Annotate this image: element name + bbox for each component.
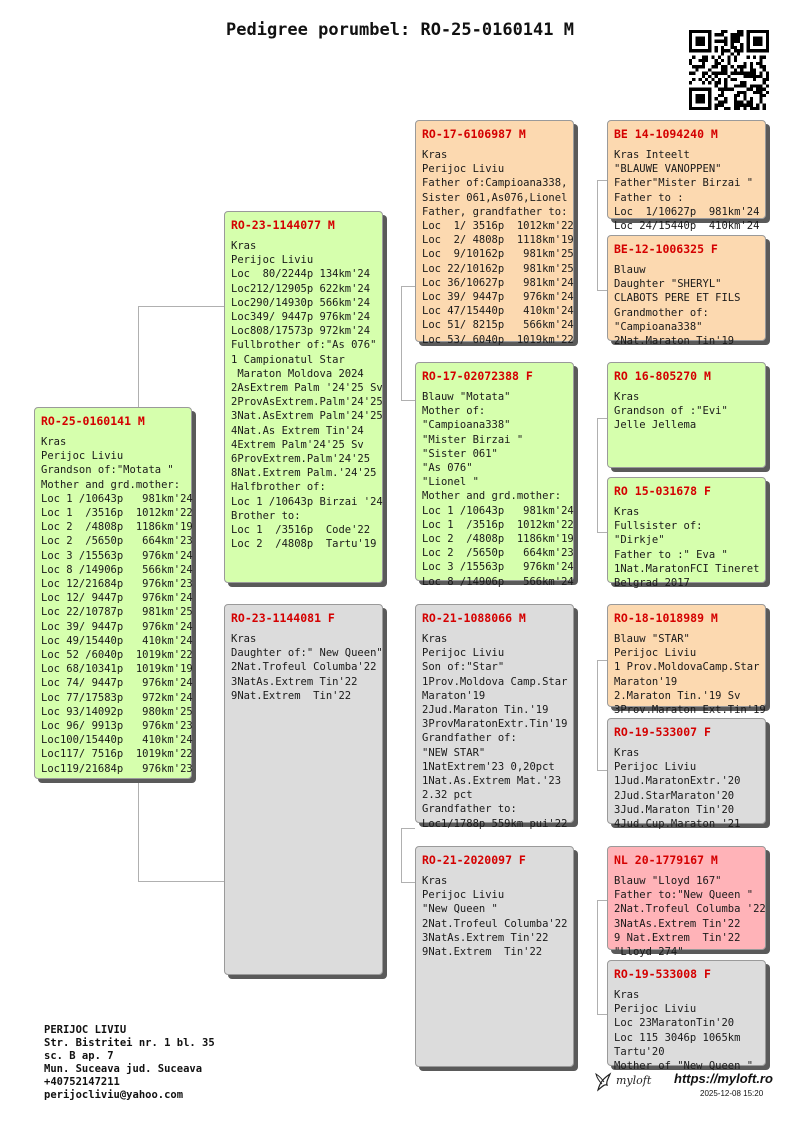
ring-number: RO-23-1144077 M bbox=[231, 218, 335, 232]
connector-subject-dam bbox=[138, 881, 224, 882]
pigeon-info-line: Loc 36/10627p 981km'24 bbox=[422, 276, 574, 289]
pigeon-info-line: Loc 115 3046p 1065km bbox=[614, 1031, 741, 1044]
pigeon-card-ssd[interactable] bbox=[607, 235, 766, 348]
pigeon-info-line: Loc 2 /5650p 664km'23 bbox=[422, 547, 574, 560]
pigeon-card-dss[interactable] bbox=[607, 604, 766, 717]
pigeon-description bbox=[614, 632, 766, 717]
pigeon-info-line: Father of:Campioana338, bbox=[422, 177, 568, 190]
pigeon-info-line: Kras bbox=[231, 240, 257, 252]
pigeon-info-line: Kras bbox=[41, 436, 67, 448]
connector-dam-v bbox=[401, 828, 402, 882]
pigeon-info-line: 2Nat.Maraton Tin'19 bbox=[614, 335, 735, 348]
pigeon-info-line: Loc 74/ 9447p 976km'24 bbox=[41, 677, 193, 690]
owner-phone: +40752147211 bbox=[44, 1076, 120, 1088]
pigeon-info-line: Fullsister of: bbox=[614, 520, 703, 533]
pigeon-info-line: Tartu'20 bbox=[614, 1045, 665, 1058]
pigeon-info-line: 1NatExtrem'23 0,20pct bbox=[422, 760, 555, 773]
pigeon-info-line: Daughter "SHERYL" bbox=[614, 278, 722, 291]
pigeon-card-dds[interactable] bbox=[607, 846, 766, 959]
pigeon-info-line: "Campioana338" bbox=[422, 419, 511, 432]
pigeon-info-line: Halfbrother of: bbox=[231, 481, 326, 494]
pigeon-card-ss[interactable] bbox=[415, 120, 574, 346]
pigeon-logo-icon bbox=[594, 1070, 614, 1094]
pigeon-info-line: Father"Mister Birzai " bbox=[614, 177, 754, 190]
pigeon-info-line: Blauw "STAR" bbox=[614, 633, 690, 645]
pigeon-info-line: 2.Maraton Tin.'19 Sv bbox=[614, 689, 741, 702]
pigeon-info-line: Loc 1/10627p 981km'24 bbox=[614, 205, 760, 218]
pigeon-info-line: Perijoc Liviu bbox=[422, 889, 505, 902]
pigeon-description bbox=[422, 632, 568, 831]
pigeon-description bbox=[422, 390, 574, 589]
pigeon-info-line: Loc 2 /4808p 1186km'19 bbox=[41, 521, 193, 534]
pigeon-info-line: Loc 49/15440p 410km'24 bbox=[41, 634, 193, 647]
pigeon-info-line: 2Jud.StarMaraton'20 bbox=[614, 789, 735, 802]
brand-logo-text: myloft bbox=[616, 1074, 652, 1087]
pigeon-info-line: Loc 24/15440p 410km'24 bbox=[614, 220, 760, 233]
pigeon-info-line: 2AsExtrem Palm '24'25 Sv bbox=[231, 382, 383, 395]
connector-subject-sire bbox=[138, 306, 224, 307]
pigeon-info-line: Kras bbox=[614, 989, 640, 1001]
pigeon-info-line: 6ProvExtrem.Palm'24'25 bbox=[231, 453, 371, 466]
pigeon-info-line: Father to : bbox=[614, 191, 684, 204]
ring-number: BE-12-1006325 F bbox=[614, 242, 718, 256]
pigeon-info-line: 1 Campionatul Star bbox=[231, 353, 345, 366]
pigeon-info-line: "As 076" bbox=[422, 462, 473, 475]
connector-sire-ss bbox=[401, 286, 415, 287]
pigeon-info-line: Loc 9/10162p 981km'25 bbox=[422, 248, 574, 261]
pigeon-info-line: Kras bbox=[231, 633, 257, 645]
pigeon-info-line: Loc 68/10341p 1019km'19 bbox=[41, 663, 193, 676]
pigeon-info-line: Belgrad 2017 bbox=[614, 577, 690, 590]
pigeon-info-line: 2ProvAsExtrem.Palm'24'25 bbox=[231, 396, 383, 409]
pigeon-info-line: Son of:"Star" bbox=[422, 661, 505, 674]
owner-contact bbox=[44, 1024, 215, 1102]
pigeon-info-line: Loc 1 /3516p 1012km'22 bbox=[41, 507, 193, 520]
ring-number: NL 20-1779167 M bbox=[614, 853, 718, 867]
pigeon-info-line: 9 Nat.Extrem Tin'22 bbox=[614, 931, 741, 944]
pigeon-info-line: Loc 80/2244p 134km'24 bbox=[231, 268, 371, 281]
pigeon-info-line: Loc 1 /3516p 1012km'22 bbox=[422, 518, 574, 531]
pigeon-info-line: 1Jud.MaratonExtr.'20 bbox=[614, 775, 741, 788]
pigeon-info-line: 1Prov.Moldova Camp.Star bbox=[422, 675, 568, 688]
ring-number: RO-18-1018989 M bbox=[614, 611, 718, 625]
brand-url-link[interactable]: https://myloft.ro bbox=[674, 1071, 773, 1086]
pigeon-description bbox=[231, 239, 383, 551]
pigeon-card-sd[interactable] bbox=[415, 362, 574, 588]
pigeon-info-line: Loc 51/ 8215p 566km'24 bbox=[422, 319, 574, 332]
pigeon-info-line: Grandson of:"Motata " bbox=[41, 464, 174, 477]
pigeon-info-line: 2Nat.Trofeul Columba'22 bbox=[231, 661, 377, 674]
pigeon-info-line: Mother of "New Queen " bbox=[614, 1060, 754, 1073]
pigeon-info-line: Loc 8 /14906p 566km'24 bbox=[422, 575, 574, 588]
pigeon-info-line: "NEW STAR" bbox=[422, 746, 486, 759]
pigeon-info-line: Maraton'19 bbox=[422, 689, 486, 702]
pigeon-info-line: 3NatAs.Extrem Tin'22 bbox=[614, 917, 741, 930]
pigeon-info-line: Father to:"New Queen " bbox=[614, 889, 754, 902]
pigeon-info-line: Loc 39/ 9447p 976km'24 bbox=[41, 620, 193, 633]
pigeon-info-line: Loc117/ 7516p 1019km'22 bbox=[41, 748, 193, 761]
pigeon-info-line: Loc1/1788p 559km pui'22 bbox=[422, 817, 568, 830]
pigeon-info-line: Loc 2/ 4808p 1118km'19 bbox=[422, 234, 574, 247]
pigeon-info-line: 4Nat.As Extrem Tin'24 bbox=[231, 424, 364, 437]
pigeon-description bbox=[614, 148, 760, 233]
pigeon-info-line: Loc 96/ 9913p 976km'23 bbox=[41, 720, 193, 733]
pigeon-info-line: "Sister 061" bbox=[422, 447, 498, 460]
connector-sire-sd bbox=[401, 400, 415, 401]
pigeon-info-line: Grandfather to: bbox=[422, 803, 517, 816]
pigeon-description bbox=[614, 874, 766, 959]
pigeon-card-sdd[interactable] bbox=[607, 477, 766, 590]
pigeon-info-line: "Mister Birzai " bbox=[422, 433, 524, 446]
pigeon-info-line: Loc 12/ 9447p 976km'24 bbox=[41, 592, 193, 605]
pigeon-card-dsd[interactable] bbox=[607, 718, 766, 831]
ring-number: RO-23-1144081 F bbox=[231, 611, 335, 625]
pigeon-description bbox=[614, 505, 760, 590]
pigeon-info-line: Loc 1 /10643p 981km'24 bbox=[41, 492, 193, 505]
ring-number: RO-19-533008 F bbox=[614, 967, 711, 981]
pigeon-info-line: Loc 8 /14906p 566km'24 bbox=[41, 563, 193, 576]
pigeon-info-line: Kras bbox=[422, 149, 448, 161]
pigeon-info-line: Blauw "Lloyd 167" bbox=[614, 875, 722, 887]
pigeon-info-line: Loc 2 /5650p 664km'23 bbox=[41, 535, 193, 548]
pigeon-info-line: Father, grandfather to: bbox=[422, 205, 568, 218]
pigeon-info-line: 3NatAs.Extrem Tin'22 bbox=[231, 675, 358, 688]
pigeon-info-line: 3Prov.Maraton Ext.Tin'19 bbox=[614, 704, 766, 717]
pigeon-info-line: 8Nat.Extrem Palm.'24'25 bbox=[231, 467, 377, 480]
pigeon-card-ddd[interactable] bbox=[607, 960, 766, 1073]
pigeon-info-line: "Dirkje" bbox=[614, 534, 665, 547]
pigeon-info-line: Loc 2 /4808p 1186km'19 bbox=[422, 533, 574, 546]
pigeon-info-line: Loc119/21684p 976km'23 bbox=[41, 762, 193, 775]
pigeon-description bbox=[41, 435, 193, 776]
owner-address-line: Mun. Suceava jud. Suceava bbox=[44, 1063, 203, 1075]
pigeon-info-line: 2Nat.Trofeul Columba '22 bbox=[614, 903, 766, 916]
pigeon-info-line: CLABOTS PERE ET FILS bbox=[614, 292, 741, 305]
pigeon-info-line: Kras bbox=[422, 633, 448, 645]
pigeon-info-line: Loc 1 /10643p 981km'24 bbox=[422, 504, 574, 517]
pigeon-description bbox=[231, 632, 383, 703]
pigeon-description bbox=[422, 874, 568, 959]
pigeon-info-line: 3Nat.AsExtrem Palm'24'25 bbox=[231, 410, 383, 423]
brand-block bbox=[592, 1068, 777, 1104]
pigeon-info-line: 2Nat.Trofeul Columba'22 bbox=[422, 917, 568, 930]
pigeon-info-line: Loc212/12905p 622km'24 bbox=[231, 282, 371, 295]
pigeon-info-line: 9Nat.Extrem Tin'22 bbox=[231, 689, 352, 702]
pigeon-info-line: Loc 77/17583p 972km'24 bbox=[41, 691, 193, 704]
connector-dd-v bbox=[597, 900, 598, 1014]
pigeon-info-line: 1Nat.MaratonFCI Tineret bbox=[614, 562, 760, 575]
pigeon-info-line: Grandfather of: bbox=[422, 732, 517, 745]
pigeon-info-line: Loc 1 /3516p Code'22 bbox=[231, 524, 371, 537]
pigeon-info-line: Brother to: bbox=[231, 509, 301, 522]
connector-ds-v bbox=[597, 660, 598, 770]
pigeon-info-line: "Campioana338" bbox=[614, 320, 703, 333]
pigeon-info-line: Daughter of:" New Queen" bbox=[231, 647, 383, 660]
pigeon-info-line: Loc100/15440p 410km'24 bbox=[41, 734, 193, 747]
pigeon-info-line: Fullbrother of:"As 076" bbox=[231, 339, 377, 352]
pigeon-info-line: Loc 22/10787p 981km'25 bbox=[41, 606, 193, 619]
pigeon-info-line: Jelle Jellema bbox=[614, 419, 697, 432]
pigeon-info-line: Loc 1 /10643p Birzai '24 bbox=[231, 495, 383, 508]
ring-number: BE 14-1094240 M bbox=[614, 127, 718, 141]
pigeon-info-line: Perijoc Liviu bbox=[614, 761, 697, 774]
pigeon-info-line: Perijoc Liviu bbox=[614, 647, 697, 660]
pigeon-info-line: Loc808/17573p 972km'24 bbox=[231, 325, 371, 338]
ring-number: RO 16-805270 M bbox=[614, 369, 711, 383]
pigeon-card-sire[interactable] bbox=[224, 211, 383, 583]
ring-number: RO-21-2020097 F bbox=[422, 853, 526, 867]
pigeon-info-line: 3Jud.Maraton Tin'20 bbox=[614, 803, 735, 816]
print-timestamp: 2025-12-08 15:20 bbox=[700, 1089, 764, 1098]
pigeon-info-line: Loc 12/21684p 976km'23 bbox=[41, 578, 193, 591]
pigeon-info-line: Maraton Moldova 2024 bbox=[231, 367, 364, 380]
ring-number: RO-17-02072388 F bbox=[422, 369, 533, 383]
pigeon-info-line: Grandmother of: bbox=[614, 306, 709, 319]
pigeon-info-line: Perijoc Liviu bbox=[422, 163, 505, 176]
pigeon-info-line: Loc 47/15440p 410km'24 bbox=[422, 305, 574, 318]
pigeon-info-line: Perijoc Liviu bbox=[614, 1003, 697, 1016]
pigeon-description bbox=[614, 988, 760, 1073]
pigeon-info-line: Kras Inteelt bbox=[614, 149, 690, 161]
pigeon-info-line: Loc 22/10162p 981km'25 bbox=[422, 262, 574, 275]
pigeon-description bbox=[614, 390, 760, 433]
pigeon-info-line: Blauw bbox=[614, 264, 646, 276]
pigeon-info-line: Mother of: bbox=[422, 405, 486, 418]
pigeon-info-line: Loc 23MaratonTin'20 bbox=[614, 1017, 735, 1030]
pigeon-info-line: Kras bbox=[614, 747, 640, 759]
owner-email[interactable]: perijocliviu@yahoo.com bbox=[44, 1089, 184, 1101]
connector-ss-v bbox=[597, 180, 598, 290]
pigeon-info-line: Loc 39/ 9447p 976km'24 bbox=[422, 291, 574, 304]
ring-number: RO-19-533007 F bbox=[614, 725, 711, 739]
pigeon-info-line: Mother and grd.mother: bbox=[422, 490, 562, 503]
pigeon-info-line: Kras bbox=[614, 391, 640, 403]
pigeon-info-line: Loc 1/ 3516p 1012km'22 bbox=[422, 220, 574, 233]
pigeon-info-line: 9Nat.Extrem Tin'22 bbox=[422, 946, 543, 959]
qr-code bbox=[689, 30, 769, 110]
pigeon-info-line: "New Queen " bbox=[422, 903, 498, 916]
pigeon-info-line: 2.32 pct bbox=[422, 789, 473, 802]
owner-name: PERIJOC LIVIU bbox=[44, 1024, 127, 1036]
page-title: Pedigree porumbel: RO-25-0160141 M bbox=[226, 20, 574, 40]
ring-number: RO-21-1088066 M bbox=[422, 611, 526, 625]
owner-address-line: Str. Bistritei nr. 1 bl. 35 bbox=[44, 1037, 215, 1049]
ring-number: RO 15-031678 F bbox=[614, 484, 711, 498]
pigeon-info-line: Maraton'19 bbox=[614, 675, 678, 688]
connector-dam-ds bbox=[401, 828, 415, 829]
pigeon-description bbox=[614, 263, 760, 348]
pigeon-info-line: Mother and grd.mother: bbox=[41, 478, 181, 491]
pigeon-card-ds[interactable] bbox=[415, 604, 574, 830]
ring-number: RO-17-6106987 M bbox=[422, 127, 526, 141]
ring-number: RO-25-0160141 M bbox=[41, 414, 145, 428]
pigeon-info-line: 3ProvMaratonExtr.Tin'19 bbox=[422, 718, 568, 731]
pigeon-info-line: Blauw "Motata" bbox=[422, 391, 511, 403]
pigeon-card-dd[interactable] bbox=[415, 846, 574, 1067]
pigeon-info-line: Loc 52 /6040p 1019km'22 bbox=[41, 649, 193, 662]
pigeon-info-line: Loc 93/14092p 980km'25 bbox=[41, 705, 193, 718]
pigeon-info-line: 3NatAs.Extrem Tin'22 bbox=[422, 931, 549, 944]
pigeon-info-line: Perijoc Liviu bbox=[41, 450, 124, 463]
pigeon-info-line: Loc290/14930p 566km'24 bbox=[231, 296, 371, 309]
pigeon-description bbox=[422, 148, 574, 347]
pigeon-description bbox=[614, 746, 760, 831]
pigeon-info-line: Loc349/ 9447p 976km'24 bbox=[231, 311, 371, 324]
pigeon-info-line: Kras bbox=[422, 875, 448, 887]
connector-sire-v bbox=[401, 286, 402, 400]
pigeon-info-line: "Lionel " bbox=[422, 476, 479, 489]
pigeon-info-line: "BLAUWE VANOPPEN" bbox=[614, 163, 722, 176]
pigeon-info-line: Grandson of :"Evi" bbox=[614, 405, 728, 418]
connector-dam-dd bbox=[401, 882, 415, 883]
pigeon-info-line: Perijoc Liviu bbox=[422, 647, 505, 660]
pigeon-info-line: 4Extrem Palm'24'25 Sv bbox=[231, 438, 364, 451]
pigeon-card-subject[interactable] bbox=[34, 407, 192, 779]
connector-sd-v bbox=[597, 418, 598, 532]
pigeon-info-line: Perijoc Liviu bbox=[231, 254, 314, 267]
pigeon-info-line: 1 Prov.MoldovaCamp.Star bbox=[614, 661, 760, 674]
pigeon-card-sds[interactable] bbox=[607, 362, 766, 468]
pigeon-info-line: Loc 3 /15563p 976km'24 bbox=[41, 549, 193, 562]
pigeon-info-line: 2Jud.Maraton Tin.'19 bbox=[422, 704, 549, 717]
pigeon-info-line: 1Nat.As.Extrem Mat.'23 bbox=[422, 775, 562, 788]
pigeon-info-line: Sister 061,As076,Lionel bbox=[422, 191, 568, 204]
pigeon-info-line: Loc 53/ 6040p 1019km'22 bbox=[422, 333, 574, 346]
pigeon-info-line: Loc 2 /4808p Tartu'19 bbox=[231, 538, 377, 551]
pigeon-info-line: Kras bbox=[614, 506, 640, 518]
pigeon-card-dam[interactable] bbox=[224, 604, 383, 975]
owner-address-line: sc. B ap. 7 bbox=[44, 1050, 114, 1062]
pigeon-info-line: Father to :" Eva " bbox=[614, 548, 728, 561]
pigeon-info-line: 4Jud.Cup.Maraton '21 bbox=[614, 818, 741, 831]
pigeon-card-sss[interactable] bbox=[607, 120, 766, 233]
pigeon-info-line: Loc 3 /15563p 976km'24 bbox=[422, 561, 574, 574]
pigeon-info-line: "Lloyd 274" bbox=[614, 946, 684, 959]
